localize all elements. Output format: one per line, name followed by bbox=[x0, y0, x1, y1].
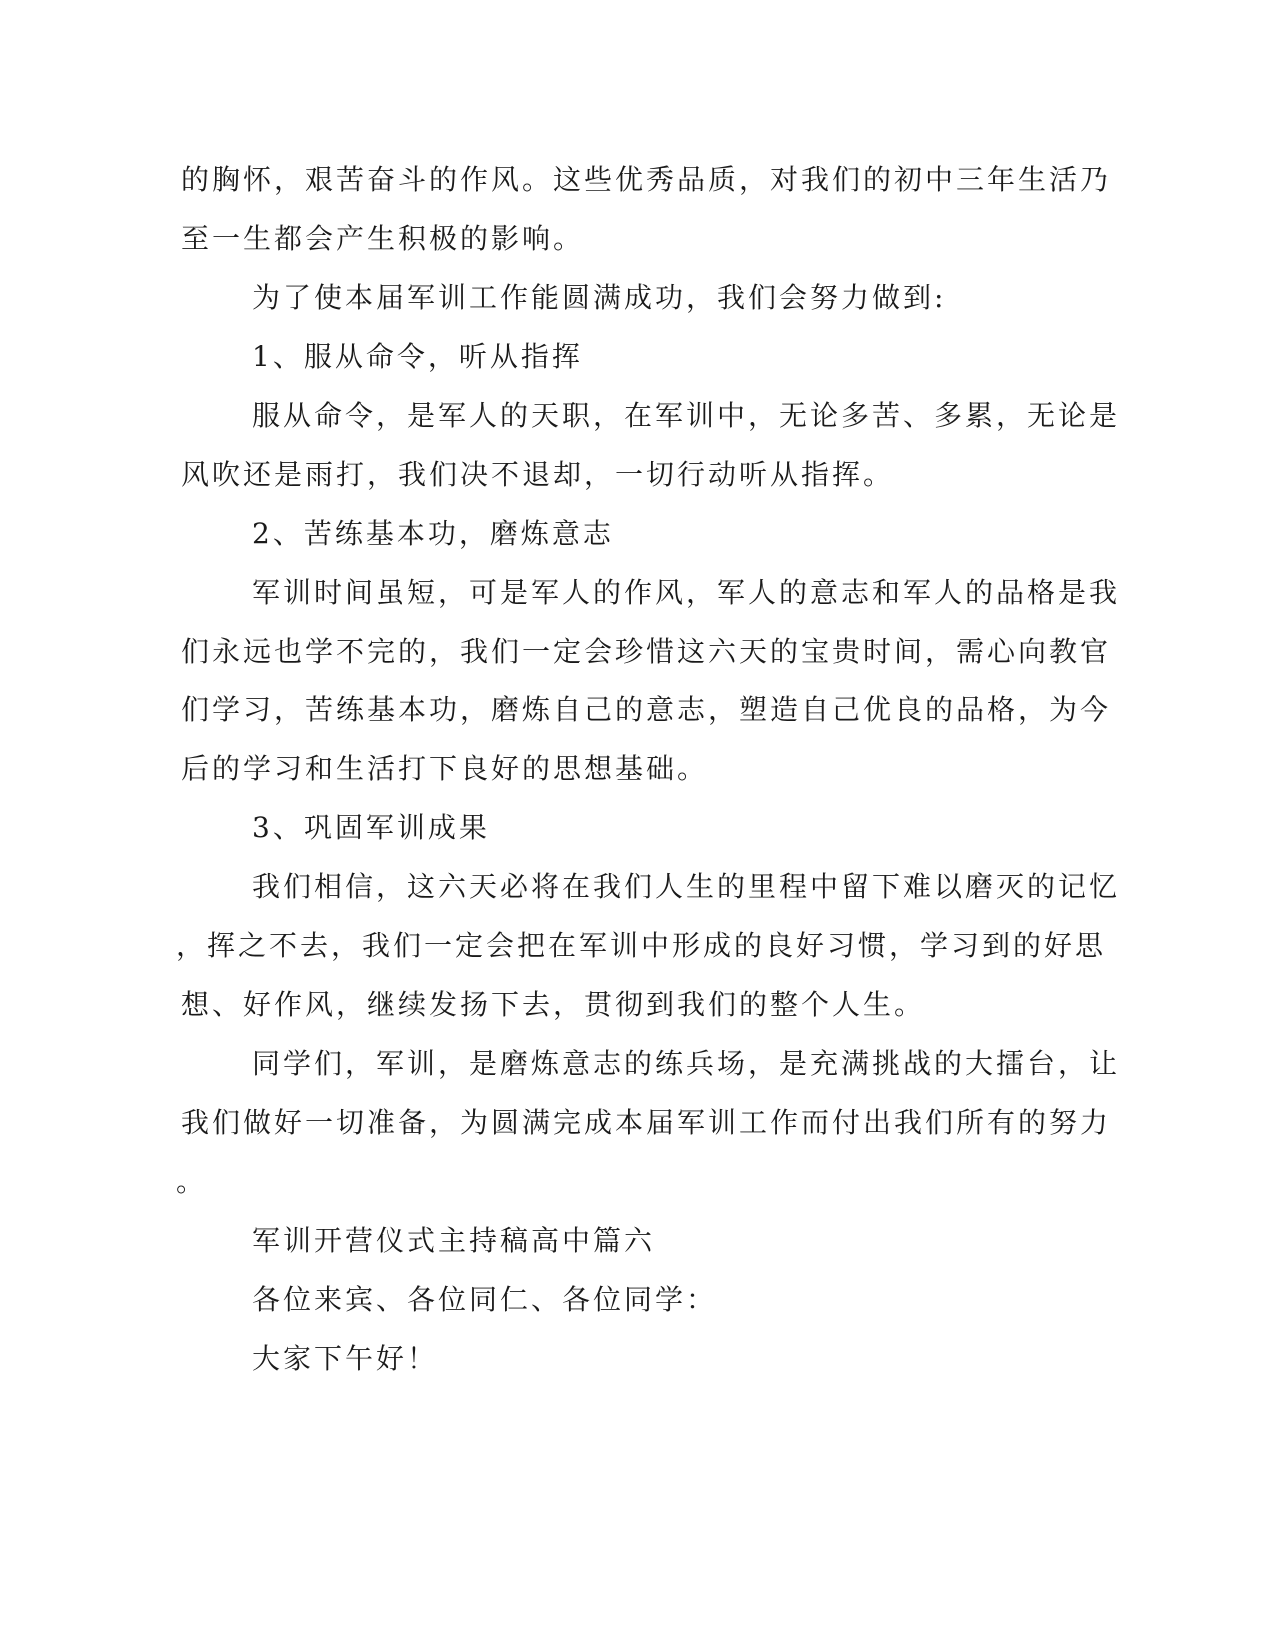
text-line: 服从命令，是军人的天职，在军训中，无论多苦、多累，无论是 bbox=[252, 399, 1121, 432]
text-line: 想、好作风，继续发扬下去，贯彻到我们的整个人生。 bbox=[181, 988, 926, 1021]
text-line: 军训时间虽短，可是军人的作风，军人的意志和军人的品格是我 bbox=[252, 576, 1121, 609]
greeting: 大家下午好！ bbox=[252, 1342, 439, 1375]
text-line: 同学们，军训，是磨炼意志的练兵场，是充满挑战的大擂台，让 bbox=[252, 1047, 1121, 1080]
text-line: 们永远也学不完的，我们一定会珍惜这六天的宝贵时间，需心向教官 bbox=[181, 635, 1112, 668]
salutation: 各位来宾、各位同仁、各位同学： bbox=[252, 1283, 718, 1316]
section-title: 军训开营仪式主持稿高中篇六 bbox=[252, 1224, 656, 1257]
text-line: 。 bbox=[176, 1165, 208, 1198]
text-line: 后的学习和生活打下良好的思想基础。 bbox=[181, 752, 709, 785]
text-line: 为了使本届军训工作能圆满成功，我们会努力做到: bbox=[252, 281, 947, 314]
text-line: ，挥之不去，我们一定会把在军训中形成的良好习惯，学习到的好思 bbox=[176, 929, 1107, 962]
text-line: 们学习，苦练基本功，磨炼自己的意志，塑造自己优良的品格，为今 bbox=[181, 693, 1112, 726]
list-heading: 1、服从命令，听从指挥 bbox=[252, 340, 583, 373]
text-line: 我们做好一切准备，为圆满完成本届军训工作而付出我们所有的努力 bbox=[181, 1106, 1112, 1139]
text-line: 我们相信，这六天必将在我们人生的里程中留下难以磨灭的记忆 bbox=[252, 870, 1121, 903]
list-heading: 3、巩固军训成果 bbox=[252, 811, 490, 844]
text-line: 的胸怀，艰苦奋斗的作风。这些优秀品质，对我们的初中三年生活乃 bbox=[181, 163, 1112, 196]
list-heading: 2、苦练基本功，磨炼意志 bbox=[252, 517, 614, 550]
text-line: 至一生都会产生积极的影响。 bbox=[181, 222, 585, 255]
text-line: 风吹还是雨打，我们决不退却，一切行动听从指挥。 bbox=[181, 458, 895, 491]
